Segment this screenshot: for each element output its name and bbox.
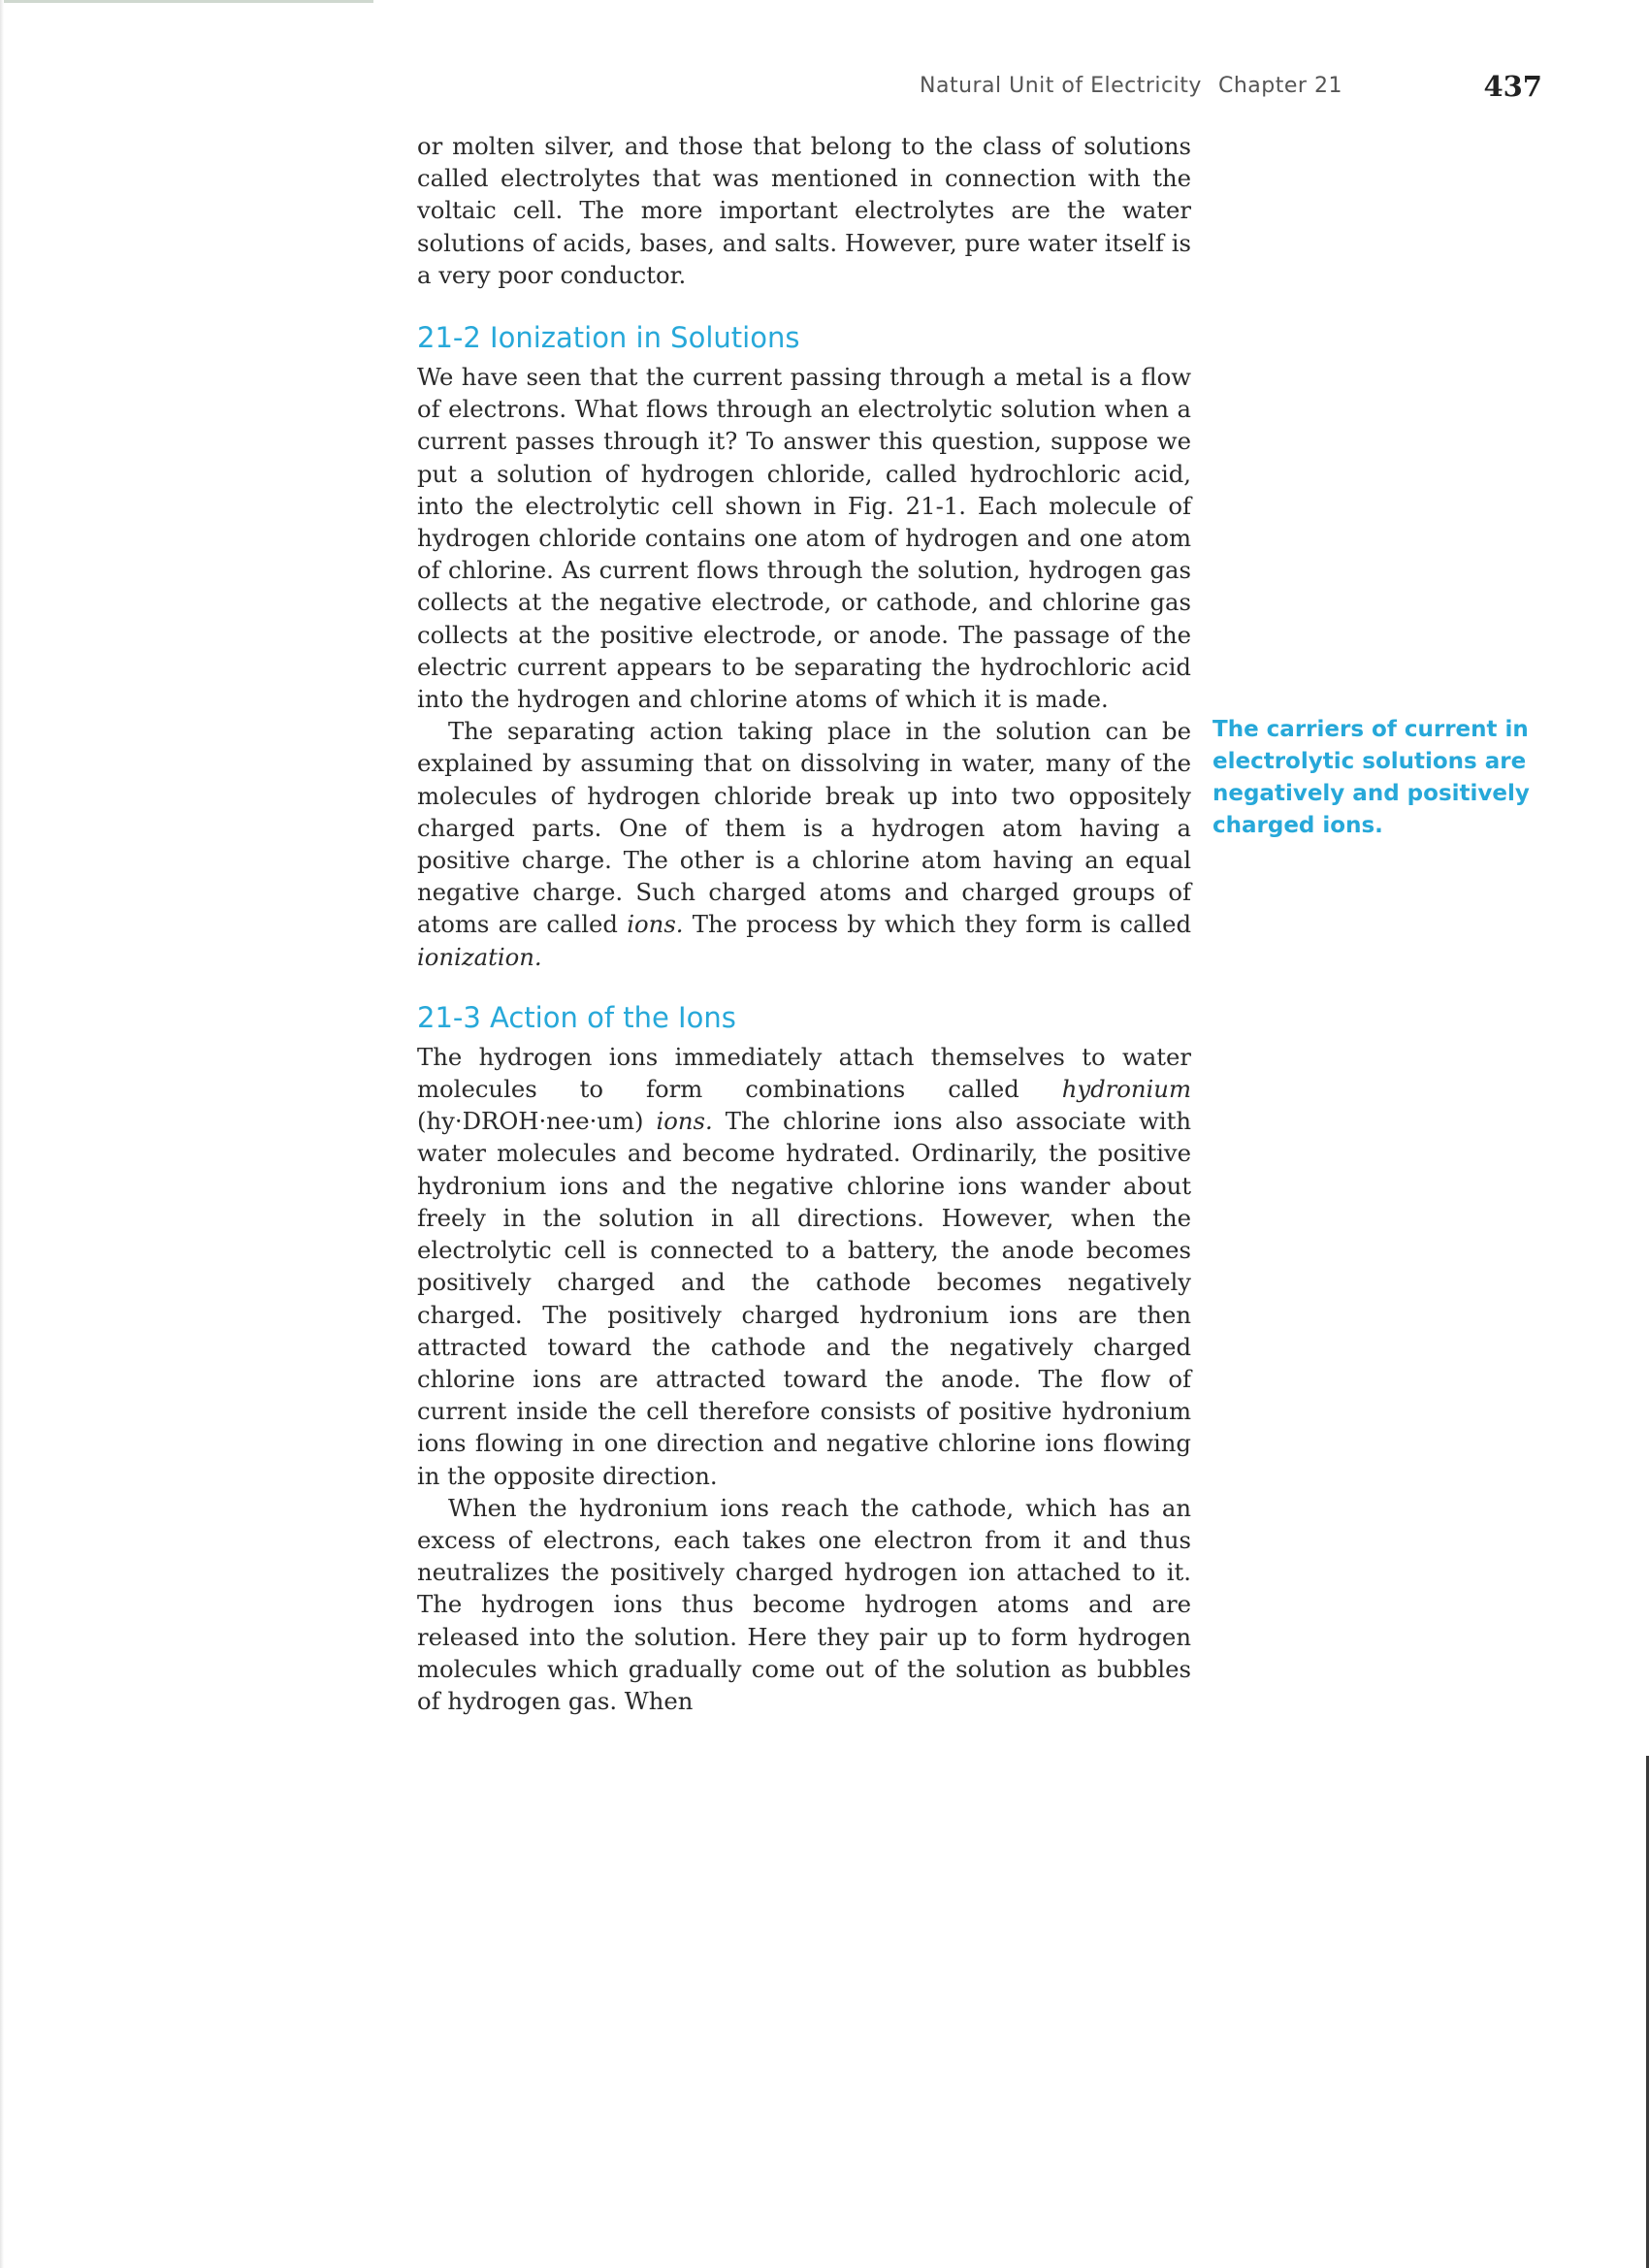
scan-edge-left [0, 0, 4, 2268]
term-ions: ions. [627, 910, 684, 939]
p1-text-a: The hydrogen ions immediately attach themselves to water molecules to form combinations called [417, 1042, 1191, 1104]
main-text-column [417, 130, 1191, 1717]
p2-text-b: The process by which they form is called [683, 910, 1192, 939]
scan-edge-top [0, 0, 373, 3]
section-heading-21-2: 21-2 Ionization in Solutions [417, 321, 800, 355]
section-21-3-paragraph-1 [417, 1041, 1191, 1492]
running-head-chapter: Chapter 21 [1218, 74, 1342, 98]
term-ions-2: ions. [656, 1107, 713, 1136]
term-ionization: ionization. [417, 942, 542, 971]
p2-text-a: The separating action taking place in the solution can be explained by assuming that on dissolving in water, many of the molecules of hydrogen chloride break up into two oppositely charged parts. One of them is a hydrogen atom having a positive charge. The other is a chlorine atom having an equal negative charge. Such charged atoms and charged groups of atoms are called [417, 717, 1191, 939]
section-21-2-paragraph-2 [417, 715, 1191, 973]
margin-note: The carriers of current in electrolytic solutions are negatively and positively charged ions. [1212, 717, 1530, 838]
term-hydronium: hydronium [1061, 1075, 1191, 1104]
running-head-title: Natural Unit of Electricity [920, 74, 1202, 98]
intro-paragraph: or molten silver, and those that belong to the class of solutions called electrolytes that was mentioned in connection with the voltaic cell. The more important electrolytes are the water solutions of acids, bases, and salts. However, pure water itself is a very poor conductor. [417, 132, 1191, 289]
running-head [920, 70, 1542, 109]
section-21-2-paragraph-1: We have seen that the current passing through a metal is a flow of electrons. What flows through an electrolytic solution when a current passes through it? To answer this question, suppose we put a solution of hydrogen chloride, called hydrochloric acid, into the electrolytic cell shown in Fig. 21-1. Each molecule of hydrogen chloride contains one atom of hydrogen and one atom of chlorine. As current flows through the solution, hydrogen gas collects at the negative electrode, or cathode, and chlorine gas collects at the positive electrode, or anode. The passage of the electric current appears to be separating the hydrochloric acid into the hydrogen and chlorine atoms of which it is made. [417, 363, 1191, 714]
pronunciation: (hy·DROH·nee·um) [417, 1107, 657, 1136]
page-number: 437 [1483, 70, 1542, 103]
section-heading-21-3: 21-3 Action of the Ions [417, 1000, 736, 1034]
p1-text-c: The chlorine ions also associate with water molecules and become hydrated. Ordinarily, the positive hydronium ions and the negative chlorine ions wander about freely in the solution in all directions. However, when the electrolytic cell is connected to a battery, the anode becomes positively charged and the cathode becomes negatively charged. The positively charged hydronium ions are then attracted toward the cathode and the negatively charged chlorine ions are attracted toward the anode. The flow of current inside the cell therefore consists of positive hydronium ions flowing in one direction and negative chlorine ions flowing in the opposite direction. [417, 1107, 1192, 1490]
section-21-3-paragraph-2: When the hydronium ions reach the cathode, which has an excess of electrons, each takes one electron from it and thus neutralizes the positively charged hydrogen ion attached to it. The hydrogen ions thus become hydrogen atoms and are released into the solution. Here they pair up to form hydrogen molecules which gradually come out of the solution as bubbles of hydrogen gas. When [417, 1493, 1191, 1715]
